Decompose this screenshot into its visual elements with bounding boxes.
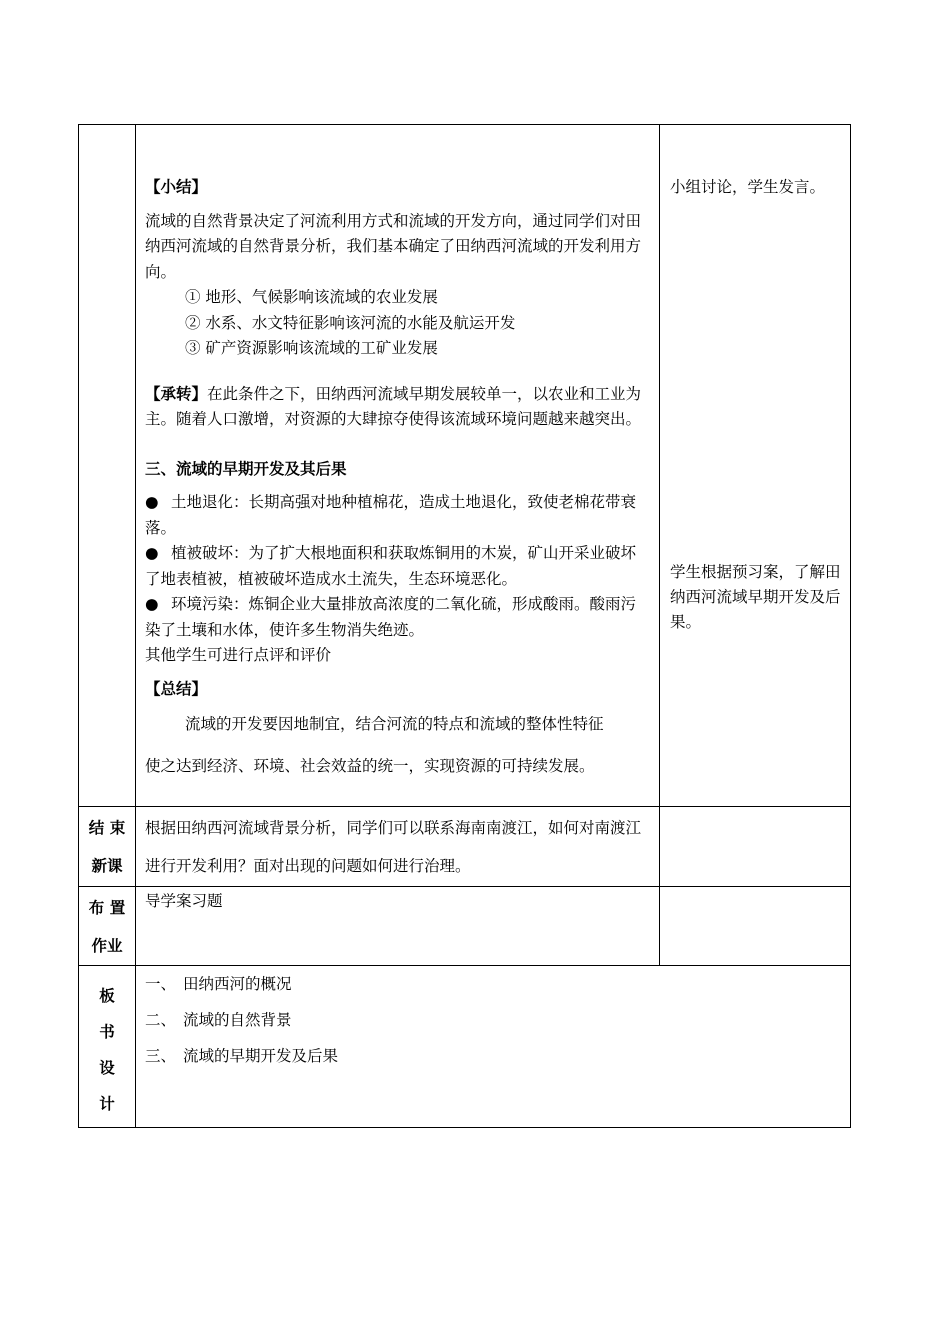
transition-paragraph: [145, 382, 651, 433]
section3-title: 三、流域的早期开发及其后果: [145, 459, 347, 478]
bullet-vegetation-damage: [145, 541, 651, 592]
homework-label-2: 作业: [91, 937, 123, 955]
bullet-icon: ●: [145, 493, 159, 511]
board-design-content-cell: [136, 966, 851, 1128]
bullet-text: 土地退化：长期高强对地种植棉花，造成土地退化，致使老棉花带衰落。: [145, 493, 637, 537]
end-lesson-label-cell: [79, 807, 136, 887]
end-lesson-row: [79, 807, 851, 887]
summary-text: 流域的自然背景决定了河流利用方式和流域的开发方向，通过同学们对田纳西河流域的自然背景分析，我们基本确定了田纳西河流域的开发利用方向。: [145, 211, 642, 281]
board-design-row: [79, 966, 851, 1128]
board-item-text: 田纳西河的概况: [183, 975, 292, 993]
lesson-plan-sheet: [78, 124, 850, 1128]
board-item-1: [145, 966, 842, 1002]
homework-row: [79, 887, 851, 966]
process-label-cell: [79, 125, 136, 807]
transition-text: 在此条件之下，田纳西河流域早期发展较单一，以农业和工业为主。随着人口激增，对资源的大肆掠夺使得该流域环境问题越来越突出。: [145, 384, 642, 428]
board-item-number: 三、: [145, 1047, 177, 1065]
board-item-text: 流域的早期开发及后果: [183, 1047, 339, 1065]
bullet-icon: ●: [145, 595, 159, 613]
conclusion-line-1: 流域的开发要因地制宜，结合河流的特点和流域的整体性特征: [185, 715, 604, 733]
end-lesson-content-cell: [136, 807, 660, 887]
board-item-number: 二、: [145, 1011, 177, 1029]
conclusion-heading: 【总结】: [145, 679, 208, 698]
end-lesson-text: 根据田纳西河流域背景分析，同学们可以联系海南南渡江，如何对南渡江进行开发利用？面对出现的问题如何进行治理。: [145, 819, 642, 875]
board-item-text: 流域的自然背景: [183, 1011, 292, 1029]
student-activity-cell: [660, 125, 851, 807]
end-lesson-label-1: 结 束: [88, 819, 126, 837]
bullet-land-degradation: [145, 490, 651, 541]
board-item-3: [145, 1038, 842, 1074]
homework-side-cell: [660, 887, 851, 966]
process-row: [79, 125, 851, 807]
end-lesson-label-2: 新课: [91, 857, 123, 875]
bullet-text: 环境污染：炼铜企业大量排放高浓度的二氧化硫，形成酸雨。酸雨污染了土壤和水体，使许多生物消失绝迹。: [145, 595, 637, 639]
board-label-char-1: 板: [99, 987, 115, 1005]
homework-text: 导学案习题: [145, 892, 223, 910]
homework-label-1: 布 置: [88, 899, 126, 917]
board-label-char-3: 设: [99, 1059, 115, 1077]
homework-label-cell: [79, 887, 136, 966]
board-design-label-cell: [79, 966, 136, 1128]
summary-point-3: ③ 矿产资源影响该流域的工矿业发展: [185, 339, 438, 357]
board-label-char-4: 计: [99, 1095, 115, 1113]
teaching-content-cell: [136, 125, 660, 807]
lesson-plan-table: [78, 124, 851, 1128]
board-label-char-2: 书: [99, 1023, 115, 1041]
summary-heading: 【小结】: [145, 178, 208, 196]
conclusion-line-2: 使之达到经济、环境、社会效益的统一，实现资源的可持续发展。: [145, 757, 595, 775]
summary-point-2: ② 水系、水文特征影响该河流的水能及航运开发: [185, 313, 516, 332]
activity-preview: 学生根据预习案，了解田纳西河流域早期开发及后果。: [670, 563, 841, 631]
summary-point-1: ① 地形、气候影响该流域的农业发展: [185, 288, 438, 306]
activity-discussion: 小组讨论，学生发言。: [670, 178, 826, 196]
bullet-text: 植被破坏：为了扩大根地面积和获取炼铜用的木炭，矿山开采业破坏了地表植被，植被破坏造成水土流失，生态环境恶化。: [145, 544, 637, 588]
end-lesson-side-cell: [660, 807, 851, 887]
bullet-icon: ●: [145, 544, 159, 562]
transition-heading: 【承转】: [145, 384, 208, 403]
board-item-2: [145, 1002, 842, 1038]
bullet-pollution: [145, 592, 651, 643]
homework-content-cell: [136, 887, 660, 966]
board-item-number: 一、: [145, 975, 177, 993]
peer-review-text: 其他学生可进行点评和评价: [145, 646, 332, 664]
